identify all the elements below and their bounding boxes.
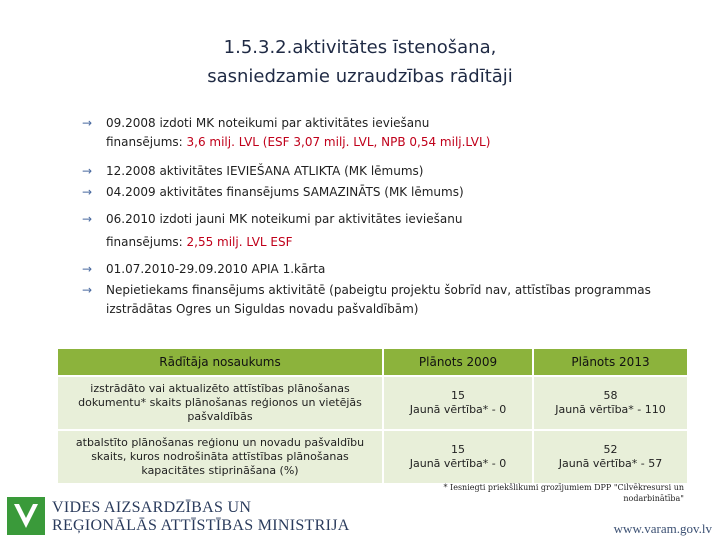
bullet-text-cont: izstrādātas Ogres un Siguldas novadu pašvaldībām)	[106, 302, 419, 316]
bullet-text-cont	[106, 233, 462, 252]
cell-new-value: Jaunā vērtība* - 57	[558, 457, 663, 470]
indicator-name-cell	[57, 430, 383, 484]
cell-line: pašvaldībās	[187, 410, 253, 423]
bullet-item	[82, 162, 423, 181]
table-header-row	[57, 348, 688, 376]
slide-title-line2: sasniedzamie uzraudzības rādītāji	[207, 66, 513, 87]
bullet-text-cont	[106, 133, 490, 152]
bullet-label: finansējums:	[106, 235, 187, 249]
footnote-line: * Iesniegti priekšlikumi grozījumiem DPP "Cilvēkresursi un	[443, 483, 684, 492]
bullet-label: finansējums:	[106, 135, 187, 149]
bullet-highlight: 3,6 milj. LVL (ESF 3,07 milj. LVL, NPB 0,54 milj.LVL)	[186, 135, 491, 149]
cell-new-value: Jaunā vērtība* - 0	[409, 457, 507, 470]
bullet-item	[82, 260, 325, 279]
bullet-item	[82, 281, 651, 319]
cell-line: atbalstīto plānošanas reģionu un novadu pašvaldību	[75, 436, 365, 449]
cell-line: skaits, kuros nodrošināta attīstības plānošanas	[91, 450, 349, 463]
cell-value: 52	[603, 443, 618, 456]
slide-title-line1: 1.5.3.2.aktivitātes īstenošana,	[223, 37, 497, 58]
planned-2009-cell	[383, 430, 533, 484]
slide-title	[0, 33, 720, 91]
bullet-item	[82, 210, 462, 252]
bullet-text: 09.2008 izdoti MK noteikumi par aktivitātes ieviešanu	[106, 116, 430, 130]
indicator-name-cell	[57, 376, 383, 430]
cell-new-value: Jaunā vērtība* - 110	[555, 403, 666, 416]
cell-value: 58	[603, 389, 618, 402]
bullet-text: Nepietiekams finansējums aktivitātē (pabeigtu projektu šobrīd nav, attīstības programmas	[106, 283, 651, 297]
ministry-name-line: VIDES AIZSARDZĪBAS UN	[52, 499, 252, 516]
website-link[interactable]: www.varam.gov.lv	[613, 521, 712, 536]
arrow-icon: →	[82, 262, 93, 276]
header-planned-2009: Plānots 2009	[383, 348, 533, 376]
arrow-icon: →	[82, 116, 93, 130]
planned-2013-cell	[533, 376, 688, 430]
bullet-text: 04.2009 aktivitātes finansējums SAMAZINĀTS (MK lēmums)	[106, 185, 464, 199]
cell-line: dokumentu* skaits plānošanas reģionos un vietējās	[78, 396, 362, 409]
header-indicator-name: Rādītāja nosaukums	[57, 348, 383, 376]
cell-value: 15	[451, 443, 465, 456]
planned-2013-cell	[533, 430, 688, 484]
table-row	[57, 376, 688, 430]
bullet-text: 01.07.2010-29.09.2010 APIA 1.kārta	[106, 262, 326, 276]
planned-2009-cell	[383, 376, 533, 430]
bullet-item	[82, 114, 490, 152]
footnote	[384, 482, 684, 504]
bullet-text: 06.2010 izdoti jauni MK noteikumi par aktivitātes ieviešanu	[106, 212, 463, 226]
ministry-name-line: REĢIONĀLĀS ATTĪSTĪBAS MINISTRIJA	[52, 517, 350, 534]
header-planned-2013: Plānots 2013	[533, 348, 688, 376]
bullet-text: 12.2008 aktivitātes IEVIEŠANA ATLIKTA (MK lēmums)	[106, 164, 424, 178]
arrow-icon: →	[82, 164, 93, 178]
indicators-table	[56, 347, 689, 485]
cell-line: izstrādāto vai aktualizēto attīstības plānošanas	[90, 382, 350, 395]
arrow-icon: →	[82, 185, 93, 199]
arrow-icon: →	[82, 283, 93, 297]
cell-line: kapacitātes stiprināšana (%)	[141, 464, 299, 477]
ministry-name	[52, 499, 350, 535]
bullet-item	[82, 183, 464, 202]
footnote-line: nodarbinātība"	[623, 494, 684, 503]
arrow-icon: →	[82, 212, 93, 226]
table-row	[57, 430, 688, 484]
bullet-highlight: 2,55 milj. LVL ESF	[186, 235, 293, 249]
ministry-logo-icon	[6, 496, 46, 536]
cell-value: 15	[451, 389, 465, 402]
cell-new-value: Jaunā vērtība* - 0	[409, 403, 507, 416]
